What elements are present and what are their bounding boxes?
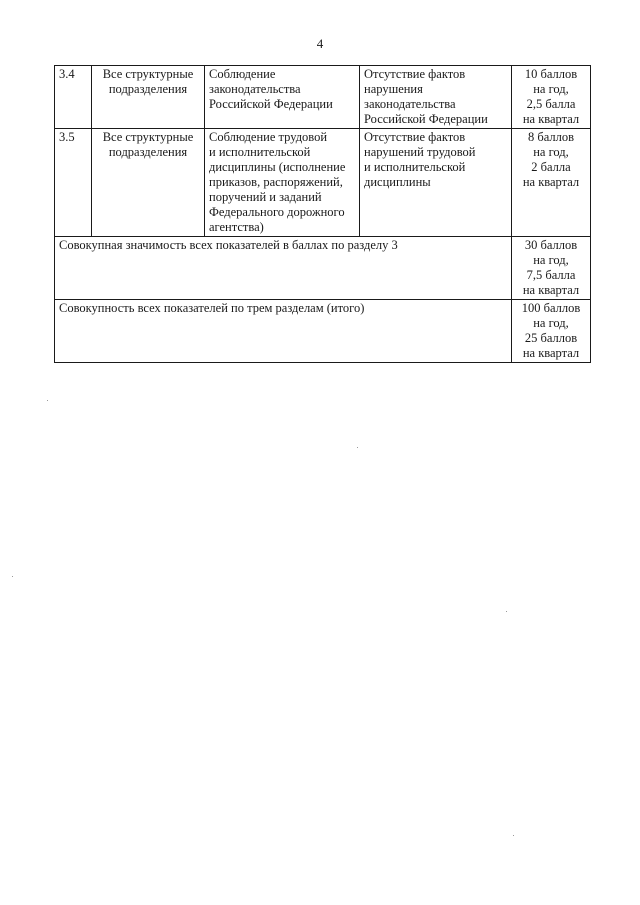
- criterion-text: Отсутствие фактов нарушения законодательства Российской Федерации: [364, 67, 488, 126]
- unit-text: Все структурные подразделения: [102, 130, 194, 159]
- score-text: 10 баллов на год, 2,5 балла на квартал: [522, 67, 580, 126]
- total-score-cell: [512, 300, 591, 363]
- page-number: 4: [316, 36, 324, 51]
- scan-speck: [47, 400, 48, 401]
- criterion-text: Отсутствие фактов нарушений трудовой и исполнительской дисциплины: [364, 130, 476, 189]
- scan-speck: [12, 576, 13, 577]
- unit-cell: [92, 129, 205, 237]
- summary-row: [55, 237, 591, 300]
- unit-cell: [92, 66, 205, 129]
- indicator-cell: [205, 129, 360, 237]
- total-row: [55, 300, 591, 363]
- score-cell: [512, 66, 591, 129]
- score-cell: [512, 129, 591, 237]
- scan-speck: [506, 611, 507, 612]
- scan-speck: [513, 835, 514, 836]
- table-row: [55, 66, 591, 129]
- total-label: Совокупность всех показателей по трем разделам (итого): [55, 300, 512, 363]
- indicator-text: Соблюдение законодательства Российской Федерации: [209, 67, 333, 111]
- table-row: [55, 129, 591, 237]
- score-table: [54, 65, 591, 363]
- criterion-cell: [360, 129, 512, 237]
- score-text: 8 баллов на год, 2 балла на квартал: [522, 130, 580, 189]
- summary-score-text: 30 баллов на год, 7,5 балла на квартал: [522, 238, 580, 297]
- summary-label: Совокупная значимость всех показателей в баллах по разделу 3: [55, 237, 512, 300]
- row-number: 3.4: [55, 66, 92, 129]
- scan-speck: [357, 447, 358, 448]
- indicator-cell: [205, 66, 360, 129]
- criterion-cell: [360, 66, 512, 129]
- summary-score-cell: [512, 237, 591, 300]
- indicator-text: Соблюдение трудовой и исполнительской дисциплины (исполнение приказов, распоряжений, поручений и заданий Федерального дорожного агентства): [209, 130, 346, 234]
- unit-text: Все структурные подразделения: [102, 67, 194, 96]
- row-number: 3.5: [55, 129, 92, 237]
- total-score-text: 100 баллов на год, 25 баллов на квартал: [521, 301, 581, 360]
